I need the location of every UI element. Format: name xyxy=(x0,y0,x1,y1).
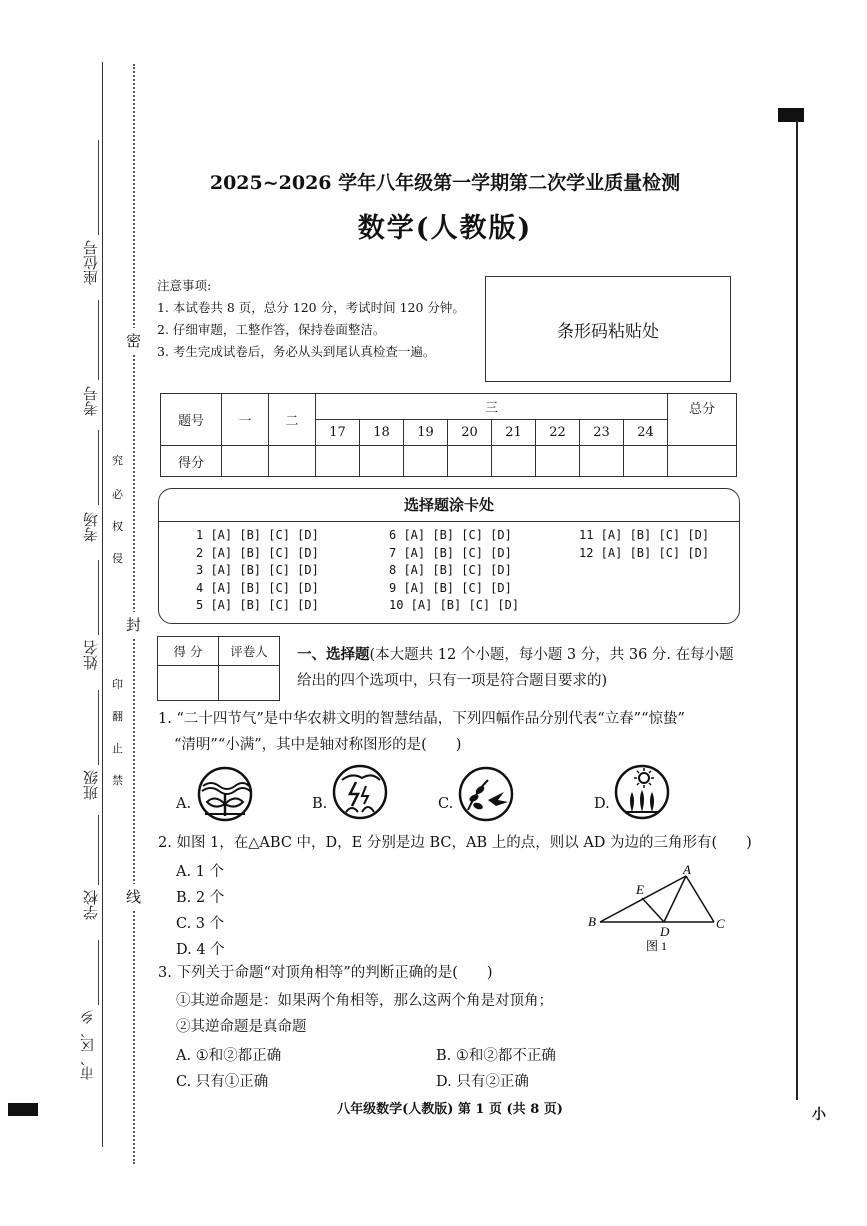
warning-char: 印 xyxy=(112,678,123,691)
answer-bubble-row[interactable]: 6 [A] [B] [C] [D] xyxy=(389,528,512,542)
score-cell[interactable] xyxy=(624,446,668,477)
instruction-item: 3. 考生完成试卷后，务必从头到尾认真检查一遍。 xyxy=(157,344,436,359)
grader-reviewer-cell[interactable] xyxy=(219,666,280,701)
vertex-b-label: B xyxy=(588,914,596,929)
region-label: 市、区、乡 xyxy=(80,1010,96,1080)
score-row-label: 得分 xyxy=(161,446,222,477)
answer-bubble-row[interactable]: 9 [A] [B] [C] [D] xyxy=(389,580,512,595)
barcode-area xyxy=(485,276,731,382)
right-edge-line xyxy=(796,120,798,1100)
score-cell[interactable] xyxy=(448,446,492,477)
answer-bubble-row[interactable]: 5 [A] [B] [C] [D] xyxy=(196,598,319,612)
question-1-stem xyxy=(158,706,758,758)
grader-reviewer-label: 评卷人 xyxy=(219,637,280,666)
answer-bubble-row[interactable]: 8 [A] [B] [C] [D] xyxy=(389,563,512,577)
score-cell[interactable] xyxy=(316,446,360,477)
seat-fill-line xyxy=(98,140,99,235)
section-1-title: 一、选择题 xyxy=(297,646,370,663)
grader-score-label: 得 分 xyxy=(158,637,219,666)
instruction-item: 2. 仔细审题，工整作答，保持卷面整洁。 xyxy=(157,322,386,337)
page-footer: 八年级数学(人教版) 第 1 页 (共 8 页) xyxy=(337,1102,563,1117)
school-label: 学校 xyxy=(82,890,100,920)
q3-option-d[interactable]: D. 只有②正确 xyxy=(436,1074,529,1090)
q2-option-d[interactable]: D. 4 个 xyxy=(176,942,225,958)
school-fill-line xyxy=(98,815,99,885)
instruction-item: 1. 本试卷共 8 页，总分 120 分，考试时间 120 分钟。 xyxy=(157,300,465,315)
q3-option-a[interactable]: A. ①和②都正确 xyxy=(176,1048,282,1064)
q1-option-b-label[interactable]: B. xyxy=(312,796,328,812)
answer-bubble-row[interactable]: 10 [A] [B] [C] [D] xyxy=(389,598,520,612)
q2-option-a[interactable]: A. 1 个 xyxy=(176,864,225,880)
score-cell[interactable] xyxy=(536,446,580,477)
section-1-header xyxy=(297,642,745,694)
exam-no-label: 考号 xyxy=(82,386,100,416)
grader-box xyxy=(157,636,280,701)
score-cell[interactable] xyxy=(580,446,624,477)
exam-no-fill-line xyxy=(98,300,99,380)
score-subcol: 22 xyxy=(536,420,580,446)
question-3-stem: 3. 下列关于命题“对顶角相等”的判断正确的是( ) xyxy=(158,965,493,981)
warning-char: 必 xyxy=(112,488,123,501)
answer-bubble-row[interactable]: 12 [A] [B] [C] [D] xyxy=(579,545,710,560)
score-subcol: 17 xyxy=(316,420,360,446)
score-header-label: 题号 xyxy=(161,394,222,446)
answer-bubble-row[interactable]: 7 [A] [B] [C] [D] xyxy=(389,545,512,560)
q1-option-a-label[interactable]: A. xyxy=(176,796,192,812)
question-3-statement-2: ②其逆命题是真命题 xyxy=(176,1019,307,1035)
seal-xian: 线 xyxy=(126,884,141,909)
warning-char: 权 xyxy=(112,520,123,533)
registration-mark xyxy=(778,108,804,122)
score-subcol: 21 xyxy=(492,420,536,446)
score-cell[interactable] xyxy=(492,446,536,477)
region-fill-line xyxy=(98,940,99,1005)
warning-char: 禁 xyxy=(112,774,123,787)
answer-bubble-row[interactable]: 2 [A] [B] [C] [D] xyxy=(196,545,319,560)
question-2-stem: 2. 如图 1，在△ABC 中，D，E 分别是边 BC，AB 上的点，则以 AD 为边的三角形有( ) xyxy=(158,835,752,851)
answer-bubble-row[interactable]: 1 [A] [B] [C] [D] xyxy=(196,528,319,542)
section-1-desc: (本大题共 12 个小题，每小题 3 分，共 36 分. 在每小题给出的四个选项中，只有一项是符合题目要求的) xyxy=(297,647,734,689)
barcode-label: 条形码粘贴处 xyxy=(557,321,659,342)
score-cell[interactable] xyxy=(222,446,269,477)
answer-card-col-2 xyxy=(389,527,519,615)
figure-1-triangle xyxy=(584,862,734,954)
class-fill-line xyxy=(98,690,99,765)
solar-term-jingzhe-icon xyxy=(332,764,388,820)
warning-char: 止 xyxy=(112,742,123,755)
score-total-label: 总分 xyxy=(668,394,737,446)
exam-subtitle: 数学(人教版) xyxy=(357,213,533,244)
answer-bubble-row[interactable]: 11 [A] [B] [C] [D] xyxy=(579,528,710,542)
registration-mark xyxy=(8,1103,38,1116)
score-subcol: 20 xyxy=(448,420,492,446)
question-1-line-2: “清明”“小满”，其中是轴对称图形的是( ) xyxy=(174,737,462,753)
vertex-a-label: A xyxy=(683,862,691,877)
seal-mi: 密 xyxy=(126,328,141,353)
score-subcol: 23 xyxy=(580,420,624,446)
figure-1-caption: 图 1 xyxy=(646,939,668,953)
exam-title: 2025~2026 学年八年级第一学期第二次学业质量检测 xyxy=(209,172,681,194)
exam-room-label: 考场 xyxy=(82,512,100,542)
warning-char: 侵 xyxy=(112,552,123,565)
edge-mark: 小 xyxy=(812,1107,826,1123)
question-3-statement-1: ①其逆命题是：如果两个角相等，那么这两个角是对顶角； xyxy=(176,993,553,1009)
answer-card-col-1 xyxy=(196,527,319,615)
q2-option-c[interactable]: C. 3 个 xyxy=(176,916,225,932)
name-fill-line xyxy=(98,560,99,635)
exam-room-fill-line xyxy=(98,430,99,505)
answer-card-heading: 选择题涂卡处 xyxy=(159,489,739,522)
score-col-1: 一 xyxy=(222,394,269,446)
warning-char: 翻 xyxy=(112,710,123,723)
score-total-cell[interactable] xyxy=(668,446,737,477)
q2-option-b[interactable]: B. 2 个 xyxy=(176,890,225,906)
score-cell[interactable] xyxy=(404,446,448,477)
solar-term-lichun-icon xyxy=(197,766,253,822)
class-label: 班级 xyxy=(82,770,100,800)
instructions-heading: 注意事项: xyxy=(157,278,212,293)
score-subcol: 19 xyxy=(404,420,448,446)
instructions xyxy=(157,275,465,363)
score-col-2: 二 xyxy=(269,394,316,446)
q3-option-b[interactable]: B. ①和②都不正确 xyxy=(436,1048,556,1064)
point-e-label: E xyxy=(636,882,644,897)
q3-option-c[interactable]: C. 只有①正确 xyxy=(176,1074,269,1090)
score-subcol: 18 xyxy=(360,420,404,446)
warning-char: 究 xyxy=(112,454,123,467)
answer-bubble-row[interactable]: 4 [A] [B] [C] [D] xyxy=(196,580,319,595)
solar-term-xiaoman-icon xyxy=(614,764,670,820)
solar-term-qingming-icon xyxy=(458,766,514,822)
q1-option-c-label[interactable]: C. xyxy=(438,796,454,812)
vertex-c-label: C xyxy=(716,916,725,931)
score-table xyxy=(160,393,737,477)
answer-card-col-3 xyxy=(579,527,709,562)
binding-line xyxy=(102,62,103,1147)
grader-score-cell[interactable] xyxy=(158,666,219,701)
score-cell[interactable] xyxy=(269,446,316,477)
score-col-3: 三 xyxy=(316,394,668,420)
answer-card xyxy=(158,488,740,624)
score-cell[interactable] xyxy=(360,446,404,477)
seat-label: 座位号 xyxy=(82,240,100,285)
seal-feng: 封 xyxy=(126,612,141,637)
q1-option-d-label[interactable]: D. xyxy=(594,796,610,812)
question-1-line-1: 1. “二十四节气”是中华农耕文明的智慧结晶，下列四幅作品分别代表“立春”“惊蛰” xyxy=(158,711,685,727)
score-subcol: 24 xyxy=(624,420,668,446)
name-label: 姓名 xyxy=(82,640,100,670)
point-d-label: D xyxy=(660,924,670,939)
answer-bubble-row[interactable]: 3 [A] [B] [C] [D] xyxy=(196,563,319,577)
